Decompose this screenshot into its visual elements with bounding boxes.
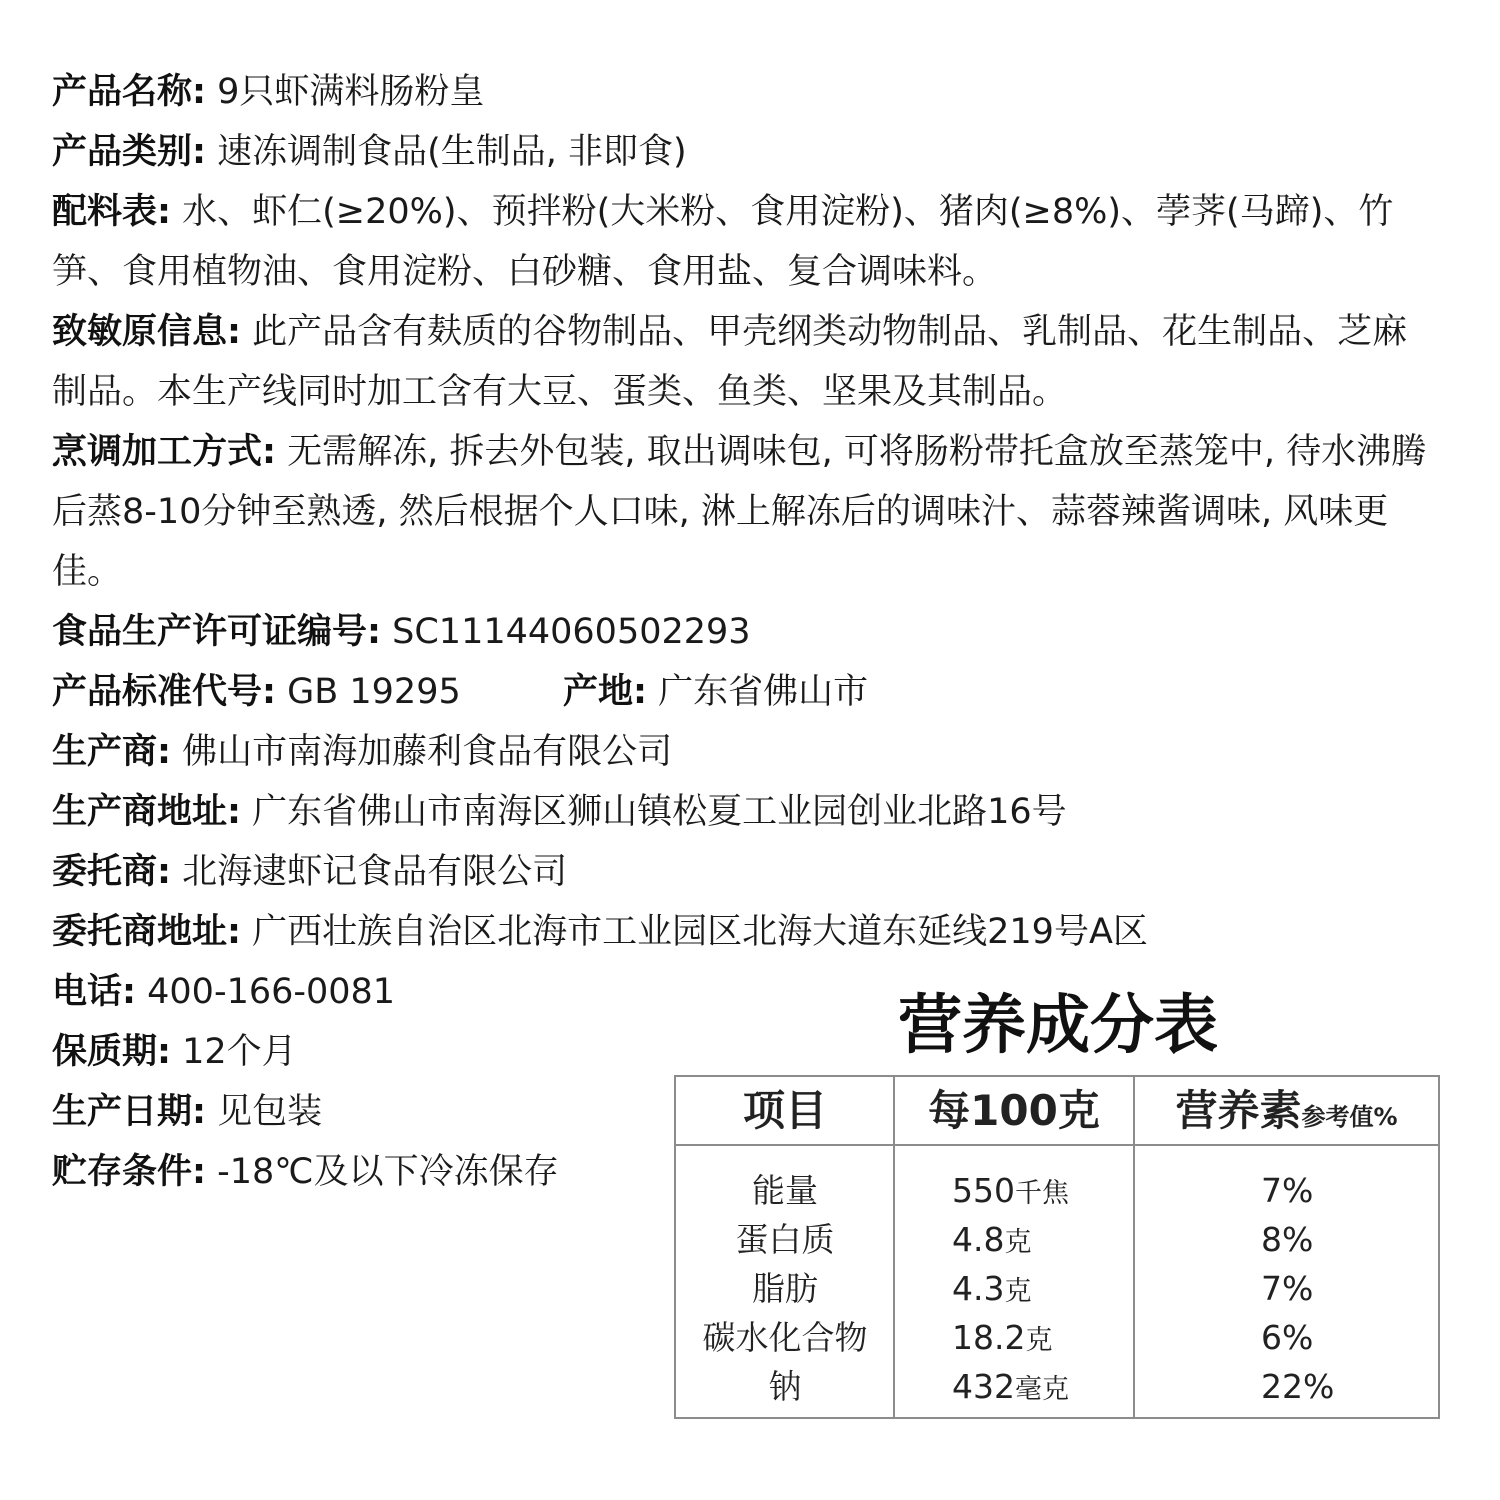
info-label: 致敏原信息: [52,312,241,352]
info-value: 见包装 [217,1092,323,1132]
nutrient-amount [952,1362,1069,1414]
info-label: 保质期: [52,1032,171,1072]
nutrient-name: 脂肪 [752,1269,818,1308]
info-label: 烹调加工方式: [52,432,276,472]
info-value: 广东省佛山市南海区狮山镇松夏工业园创业北路16号 [252,792,1067,832]
info-label: 生产日期: [52,1092,206,1132]
info-value: 速冻调制食品(生制品, 非即食) [217,132,687,172]
info-label: 生产商: [52,732,171,772]
header-nrv-main: 营养素 [1175,1086,1302,1135]
info-label: 产品标准代号: [52,672,276,712]
nutrient-amount [952,1166,1069,1218]
info-ingredients [52,182,1442,302]
info-cooking [52,422,1442,602]
info-value: 广东省佛山市 [658,672,869,712]
nutrition-table-body [676,1166,1438,1411]
nutrient-nrv: 6% [1261,1318,1314,1357]
info-value: 佛山市南海加藤利食品有限公司 [182,732,673,772]
info-label: 产地: [563,672,648,712]
amount-unit: 克 [1025,1325,1053,1356]
table-row [676,1264,1438,1313]
table-row [676,1166,1438,1215]
nutrient-nrv: 22% [1261,1367,1335,1406]
info-label: 配料表: [52,192,171,232]
nutrient-amount [952,1313,1052,1365]
info-value: 此产品含有麸质的谷物制品、甲壳纲类动物制品、乳制品、花生制品、芝麻制品。本生产线同时加工含有大豆、蛋类、鱼类、坚果及其制品。 [52,312,1408,412]
info-category [52,122,1442,182]
info-label: 产品名称: [52,72,206,112]
amount-value: 550 [952,1171,1015,1210]
amount-unit: 克 [1004,1276,1032,1307]
nutrition-title: 营养成分表 [898,989,1218,1063]
info-label: 委托商: [52,852,171,892]
nutrient-nrv: 7% [1261,1269,1314,1308]
amount-value: 432 [952,1367,1015,1406]
nutrient-name: 能量 [752,1171,818,1210]
info-label: 电话: [52,972,136,1012]
info-client-address [52,902,1442,962]
info-manufacturer-address [52,782,1442,842]
amount-unit: 克 [1004,1227,1032,1258]
header-nrv-small: 参考值% [1301,1103,1398,1131]
info-manufacturer [52,722,1442,782]
info-value: GB 19295 [287,672,461,712]
nutrient-amount [952,1215,1031,1267]
amount-value: 4.8 [952,1220,1005,1259]
info-value: 400-166-0081 [147,972,396,1012]
info-value: -18℃及以下冷冻保存 [217,1152,559,1192]
nutrient-name: 钠 [768,1367,802,1406]
amount-unit: 千焦 [1015,1178,1069,1209]
table-row [676,1362,1438,1411]
info-value: 广西壮族自治区北海市工业园区北海大道东延线219号A区 [252,912,1148,952]
nutrient-name: 碳水化合物 [702,1318,868,1357]
info-value: 12个月 [182,1032,297,1072]
header-item: 项目 [742,1086,827,1135]
header-per100: 每100克 [928,1086,1100,1135]
nutrient-nrv: 8% [1261,1220,1314,1259]
info-value: 无需解冻, 拆去外包装, 取出调味包, 可将肠粉带托盒放至蒸笼中, 待水沸腾后蒸8-10分钟至熟透, 然后根据个人口味, 淋上解冻后的调味汁、蒜蓉辣酱调味, 风味更佳。 [52,432,1427,592]
info-value: SC11144060502293 [392,612,751,652]
info-product-name [52,62,1442,122]
info-value: 9只虾满料肠粉皇 [217,72,485,112]
info-label: 贮存条件: [52,1152,206,1192]
nutrient-nrv: 7% [1261,1171,1314,1210]
table-row [676,1313,1438,1362]
info-value: 北海逮虾记食品有限公司 [182,852,568,892]
info-label: 产品类别: [52,132,206,172]
amount-value: 4.3 [952,1269,1005,1308]
info-value: 水、虾仁(≥20%)、预拌粉(大米粉、食用淀粉)、猪肉(≥8%)、荸荠(马蹄)、竹笋、食用植物油、食用淀粉、白砂糖、食用盐、复合调味料。 [52,192,1394,292]
amount-unit: 毫克 [1015,1374,1069,1405]
info-client [52,842,1442,902]
nutrition-table [674,1075,1440,1419]
info-label: 食品生产许可证编号: [52,612,381,652]
info-allergens [52,302,1442,422]
amount-value: 18.2 [952,1318,1026,1357]
nutrient-amount [952,1264,1031,1316]
info-label: 委托商地址: [52,912,241,952]
nutrition-table-header [676,1077,1438,1146]
header-nrv [1135,1077,1438,1144]
info-license [52,602,1442,662]
info-label: 生产商地址: [52,792,241,832]
info-standard-origin [52,662,1442,722]
nutrient-name: 蛋白质 [735,1220,835,1259]
table-row [676,1215,1438,1264]
